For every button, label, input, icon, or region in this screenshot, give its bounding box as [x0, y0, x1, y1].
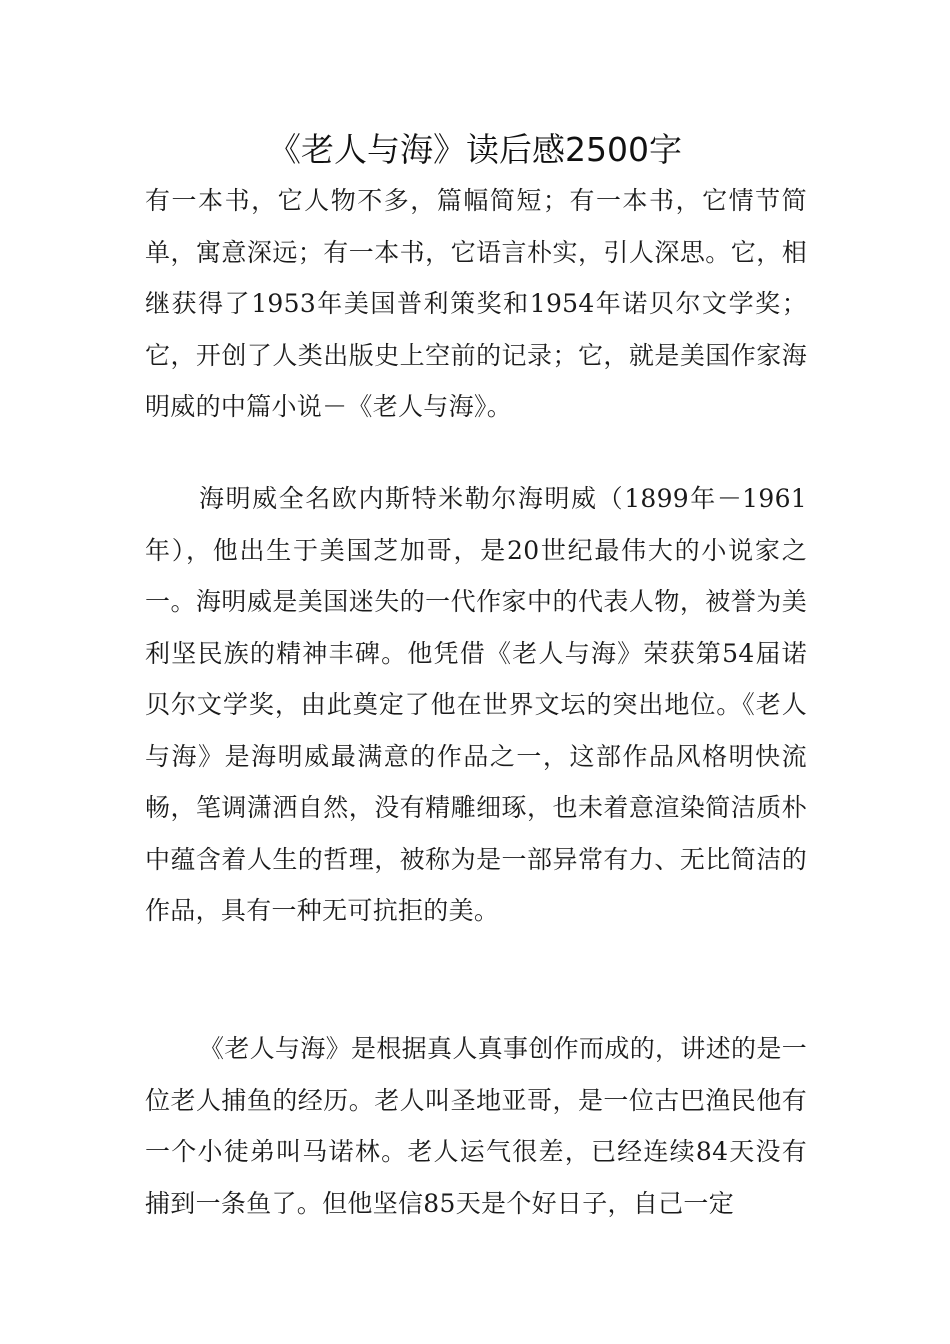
- paragraph-intro: 有一本书，它人物不多，篇幅简短；有一本书，它情节简单，寓意深远；有一本书，它语言朴实，引人深思。它，相继获得了1953年美国普利策奖和1954年诺贝尔文学奖；它，开创了人类出版史上空前的记录；它，就是美国作家海明威的中篇小说－《老人与海》。: [145, 186, 807, 421]
- paragraph-story: 《老人与海》是根据真人真事创作而成的，讲述的是一位老人捕鱼的经历。老人叫圣地亚哥，是一位古巴渔民他有一个小徒弟叫马诺林。老人运气很差，已经连续84天没有捕到一条鱼了。但他坚信85天是个好日子，自己一定: [145, 1034, 807, 1218]
- document-title: 《老人与海》读后感2500字: [268, 130, 682, 169]
- paragraph-author: 海明威全名欧内斯特米勒尔海明威（1899年－1961年），他出生于美国芝加哥，是20世纪最伟大的小说家之一。海明威是美国迷失的一代作家中的代表人物，被誉为美利坚民族的精神丰碑。他凭借《老人与海》荣获第54届诺贝尔文学奖，由此奠定了他在世界文坛的突出地位。《老人与海》是海明威最满意的作品之一，这部作品风格明快流畅，笔调潇洒自然，没有精雕细琢，也未着意渲染简洁质朴中蕴含着人生的哲理，被称为是一部异常有力、无比简洁的作品，具有一种无可抗拒的美。: [145, 484, 807, 925]
